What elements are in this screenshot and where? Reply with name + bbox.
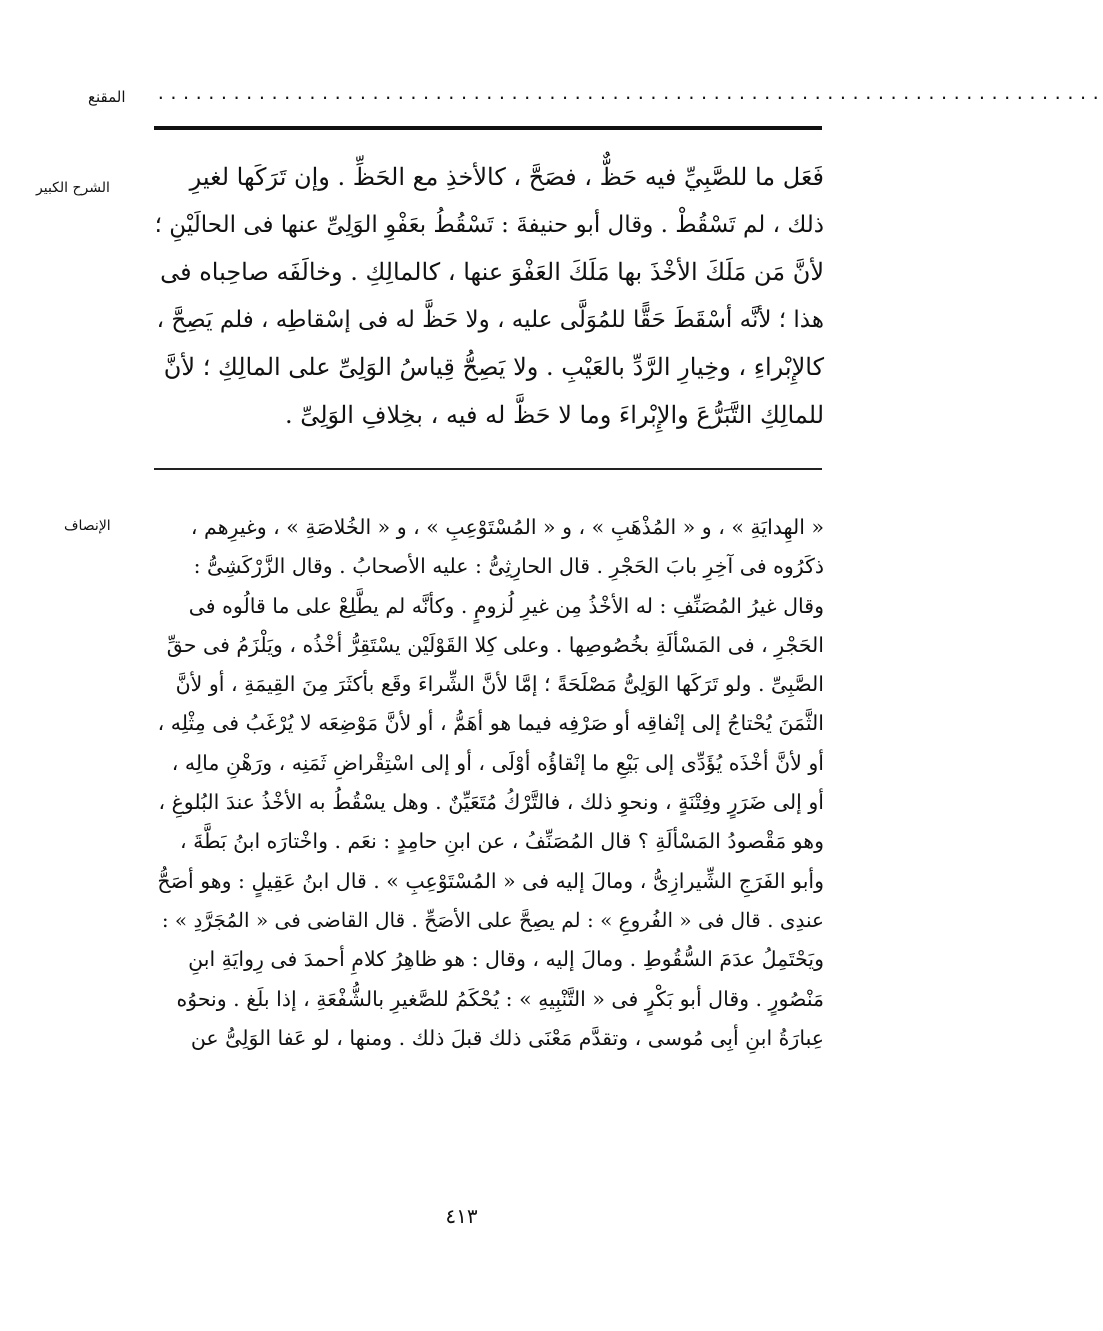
sharh-line: ذلك ، لم تَسْقُطْ . وقال أبو حنيفةَ : تَسْقُطُ بعَفْوِ الوَلِىِّ عنها فى الحالَيْنِ ؛ <box>154 211 824 238</box>
insaf-line: ويَحْتَمِلُ عدَمَ السُّقُوطِ . ومالَ إليه ، وقال : هو ظاهِرُ كلامِ أحمدَ فى رِوايَةِ ابنِ <box>188 947 824 972</box>
insaf-line: وقال غيرُ المُصَنِّفِ : له الأخْذُ مِن غيرِ لُزومٍ . وكأنَّه لم يطَّلِعْ على ما قالُوه فى <box>188 593 824 618</box>
sharh-line: كالإِبْراءِ ، وخِيارِ الرَّدِّ بالعَيْبِ . ولا يَصِحُّ قِياسُ الوَلِىِّ على المالِكِ ؛ لأنَّ <box>163 353 824 381</box>
header-rule <box>154 126 822 130</box>
running-header-title: المقنع <box>88 88 126 106</box>
sharh-line: لأنَّ مَن مَلَكَ الأخْذَ بها مَلَكَ العَفْوَ عنها ، كالمالِكِ . وخالَفَه صاحِباه فى <box>160 258 824 286</box>
insaf-line: ذكَرُوه فى آخِرِ بابَ الحَجْرِ . قال الحارِثِىُّ : عليه الأصحابُ . وقال الزَّرْكَشِىُّ : <box>193 554 824 579</box>
sharh-line: هذا ؛ لأنَّه أسْقَطَ حَقًّا للمُوَلَّى عليه ، ولا حَظَّ له فى إسْقاطِه ، فلم يَصِحَّ ، <box>156 306 824 333</box>
sharh-text-block <box>152 154 824 439</box>
insaf-line: « الهِدايَةِ » ، و « المُذْهَبِ » ، و « المُسْتَوْعِبِ » ، و « الخُلاصَةِ » ، وغيرِهم ، <box>190 515 824 539</box>
section-divider <box>154 468 822 470</box>
insaf-line: أو إلى ضَرَرٍ وفِتْنَةٍ ، ونحوِ ذلك ، فالتَّرْكُ مُتَعَيِّنٌ . وهل يسْقُطُ به الأخْذُ عندَ البُلوغِ ، <box>158 790 824 815</box>
sharh-line: للمالِكِ التَّبَرُّعَ والإِبْراءَ وما لا حَظَّ له فيه ، بخِلافِ الوَلِىِّ . <box>284 400 824 429</box>
side-label-sharh: الشرح الكبير <box>36 180 110 196</box>
header-dotted-leader: ........................................................................... <box>156 84 1103 103</box>
insaf-line: عِبارَةُ ابنِ أبِى مُوسى ، وتقدَّم مَعْنَى ذلك قبلَ ذلك . ومنها ، لو عَفا الوَلِىُّ عن <box>190 1025 824 1050</box>
insaf-line: وهو مَقْصودُ المَسْألَةِ ؟ قال المُصَنِّفُ ، عن ابنِ حامِدٍ : نعَم . واخْتارَه ابنُ بَطَّةَ ، <box>179 829 824 854</box>
side-label-insaf: الإنصاف <box>64 518 111 534</box>
insaf-line: الحَجْرِ ، فى المَسْألَةِ بخُصُوصِها . وعلى كِلا القَوْلَيْن يسْتَقِرُّ أخْذُه ، ويَلْزَمُ فى حقِّ <box>166 632 824 657</box>
insaf-line: وأبو الفَرَجِ الشِّيرازِىُّ ، ومالَ إليه فى « المُسْتَوْعِبِ » . قال ابنُ عَقِيلٍ : وهو أصَحُّ <box>157 868 824 893</box>
page-number: ٤١٣ <box>445 1204 478 1228</box>
insaf-line: عندِى . قال فى « الفُروعِ » : لم يصِحَّ على الأصَحِّ . قال القاضى فى « المُجَرَّدِ » : <box>161 907 824 932</box>
insaf-line: الصَّبِىِّ . ولو تَرَكَها الوَلِىُّ مَصْلَحَةً ؛ إمَّا لأنَّ الشِّراءَ وقَع بأكثَرَ مِنَ القِيمَةِ ، أو لأنَّ <box>175 672 824 697</box>
insaf-line: الثَّمَنَ يُحْتاجُ إلى إنْفاقِه أو صَرْفِه فيما هو أهَمُّ ، أو لأنَّ مَوْضِعَه لا يُرْغَبُ فى مِثْلِه ، <box>157 711 824 736</box>
insaf-line: مَنْصُورٍ . وقال أبو بَكْرٍ فى « التَّنْبِيهِ » : يُحْكَمُ للصَّغيرِ بالشُّفْعَةِ ، إذا بلَغ . ونحوُه <box>176 986 824 1011</box>
insaf-text-block <box>152 508 824 1058</box>
sharh-line: فَعَل ما للصَّبِيِّ فيه حَظٌّ ، فصَحَّ ، كالأخذِ مع الحَظِّ . وإن تَرَكَها لغيرِ <box>189 163 824 191</box>
insaf-line: أو لأنَّ أخْذَه يُؤَدِّى إلى بَيْعِ ما إنْقاؤُه أوْلَى ، أو إلى اسْتِقْراضِ ثَمَنِه ، ورَهْنِ مالِه ، <box>171 750 824 775</box>
